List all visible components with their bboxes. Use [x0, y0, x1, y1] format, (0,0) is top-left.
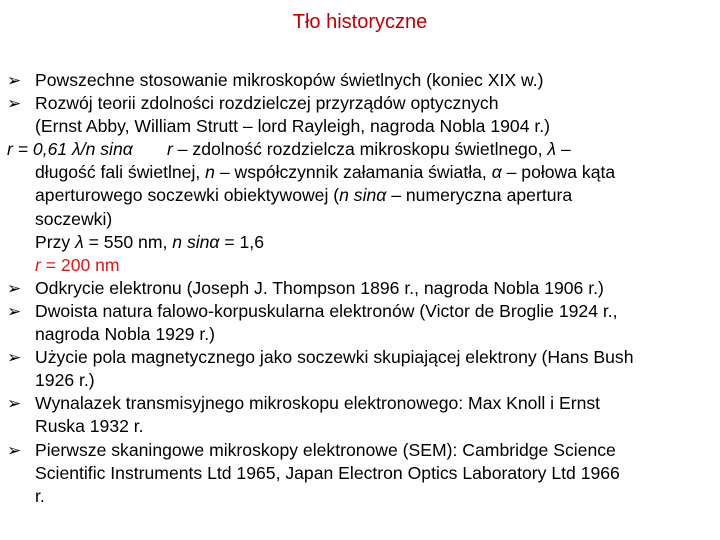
formula-explanation: aperturowego soczewki obiektywowej (n sinα – numeryczna apertura — [35, 185, 573, 206]
formula-explanation: soczewki) — [35, 208, 113, 229]
slide-title: Tło historyczne — [292, 11, 428, 33]
bullet-text: Powszechne stosowanie mikroskopów świetlnych (koniec XIX w.) — [35, 70, 544, 90]
bullet-text: Scientific Instruments Ltd 1965, Japan Electron Optics Laboratory Ltd 1966 — [35, 462, 620, 483]
bullet-text: nagroda Nobla 1929 r.) — [35, 324, 215, 345]
bullet-continuation — [7, 485, 719, 508]
example-result: r = 200 nm — [35, 254, 120, 275]
bullet-continuation — [7, 415, 719, 438]
bullet-item-tem-invention — [7, 392, 719, 415]
bullet-continuation — [7, 115, 719, 138]
bullet-text: Rozwój teorii zdolności rozdzielczej przyrządów optycznych — [35, 93, 499, 114]
arrow-bullet-icon: ➢ — [7, 440, 22, 460]
bullet-text: Ruska 1932 r. — [35, 416, 144, 437]
bullet-text: r. — [35, 485, 45, 506]
bullet-text: Dwoista natura falowo-korpuskularna elektronów (Victor de Broglie 1924 r., — [35, 300, 618, 321]
bullet-text: 1926 r.) — [35, 370, 95, 391]
bullet-text: (Ernst Abby, William Strutt – lord Rayleigh, nagroda Nobla 1904 r.) — [35, 116, 551, 137]
bullet-text: Użycie pola magnetycznego jako soczewki skupiającej elektrony (Hans Bush — [35, 347, 634, 368]
var-n: n — [205, 162, 215, 183]
arrow-bullet-icon: ➢ — [7, 348, 22, 368]
bullet-item-electron-discovery — [7, 277, 719, 300]
example-calculation: Przy λ = 550 nm, n sinα = 1,6 — [35, 231, 264, 252]
bullet-continuation — [7, 369, 719, 392]
var-alpha: α — [491, 162, 502, 183]
var-lambda: λ — [547, 139, 557, 160]
bullet-item-magnetic-lens — [7, 346, 719, 369]
bullet-continuation — [7, 323, 719, 346]
arrow-bullet-icon: ➢ — [7, 394, 22, 414]
bullet-item-wave-particle — [7, 300, 719, 323]
bullet-text: Pierwsze skaningowe mikroskopy elektronowe (SEM): Cambridge Science — [35, 439, 616, 460]
bullet-text: Wynalazek transmisyjnego mikroskopu elektronowego: Max Knoll i Ernst — [35, 393, 601, 414]
formula-explanation: długość fali świetlnej, n – współczynnik załamania światła, α – połowa kąta — [35, 162, 616, 183]
bullet-item-microscopes — [7, 69, 719, 92]
var-n-sin-alpha: n sinα — [172, 231, 220, 252]
arrow-bullet-icon: ➢ — [7, 301, 22, 321]
resolution-formula: r = 0,61 λ/n sinα — [7, 139, 133, 160]
bullet-item-first-sem — [7, 439, 719, 462]
arrow-bullet-icon: ➢ — [7, 94, 22, 114]
var-r: r — [167, 139, 173, 160]
bullet-continuation — [7, 462, 719, 485]
var-n-sin-alpha: n sinα — [339, 185, 387, 206]
slide-body — [7, 69, 719, 508]
formula-line: r = 0,61 λ/n sinα r – zdolność rozdzielcza mikroskopu świetlnego, λ – — [7, 139, 571, 160]
arrow-bullet-icon: ➢ — [7, 71, 22, 90]
arrow-bullet-icon: ➢ — [7, 278, 22, 298]
bullet-item-resolution-theory — [7, 92, 719, 115]
var-r: r — [35, 254, 41, 275]
var-lambda: λ — [75, 231, 84, 252]
bullet-text: Odkrycie elektronu (Joseph J. Thompson 1896 r., nagroda Nobla 1906 r.) — [35, 277, 604, 298]
